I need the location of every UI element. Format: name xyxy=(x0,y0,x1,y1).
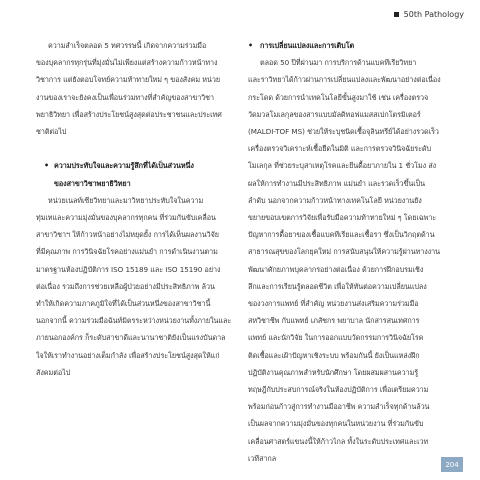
square-bullet-icon xyxy=(394,12,399,17)
right-para-line: ลึกและการเรียนรู้ตลอดชีวิต เพื่อให้ทันต่อความเปลี่ยนแปลง xyxy=(248,281,427,291)
page-footer xyxy=(0,450,480,480)
running-header xyxy=(394,10,464,19)
header-title: 50th Pathology xyxy=(403,10,464,19)
right-para-line: ทฤษฎีกับประสบการณ์จริงในห้องปฏิบัติการ เพื่อเตรียมความ xyxy=(248,385,429,395)
left-para2-line: ที่มีคุณภาพ การวินิจฉัยโรคอย่างแม่นยำ การดำเนินงานตาม xyxy=(36,247,218,257)
right-para-line: ปัญหาการดื้อยาของเชื้อแบคทีเรียและเชื้อรา ซึ่งเป็นวิกฤตด้าน xyxy=(248,230,435,240)
right-para-line: พร้อมก่อนก้าวสู่การทำงานมืออาชีพ ความสำเร็จทุกด้านล้วน xyxy=(248,402,430,412)
left-para2-line: นอกจากนี้ ความร่วมมือฉันท์มิตรระหว่างหน่วยงานทั้งภายในและ xyxy=(36,316,232,326)
left-column xyxy=(36,37,232,381)
right-para-line: และราวิทยาได้ก้าวผ่านการเปลี่ยนแปลงและพัฒนาอย่างต่อเนื่อง xyxy=(248,75,441,85)
right-para-line: เวทีสากล xyxy=(248,453,277,463)
right-para-line: ลำดับ นอกจากความก้าวหน้าทางเทคโนโลยี หน่วยงานยัง xyxy=(248,195,422,205)
left-para1-line: ชาติต่อไป xyxy=(36,127,67,137)
left-para1-line: ความสำเร็จตลอด 5 ทศวรรษนี้ เกิดจากความร่วมมือ xyxy=(48,41,207,50)
left-para2-line: หน่วยเนลท์เซียวิทยาและมาวิทยาประทับใจในความ xyxy=(48,195,204,205)
right-para-line: ของวงการแพทย์ ที่สำคัญ หน่วยงานส่งเสริมความร่วมมือ xyxy=(248,299,419,309)
right-para-line: เครื่องตรวจวิเคราะห์เชื้อยืดในมิติ และการตรวจวินิจฉัยระดับ xyxy=(248,144,432,154)
left-para2-line: มาตรฐานห้องปฏิบัติการ ISO 15189 และ ISO 15190 อย่าง xyxy=(36,264,221,274)
right-para-line: สหวิชาชีพ กับแพทย์ เภสัชกร พยาบาล นักสารสนเทศการ xyxy=(248,316,420,326)
heading-text: การเปลี่ยนแปลงและการเติบโต xyxy=(260,41,355,50)
left-para2-line: สังคมต่อไป xyxy=(36,367,71,377)
right-para-line: เป็นผลจากความมุ่งมั่นของทุกคนในหน่วยงาน ที่ร่วมกันขับ xyxy=(248,419,424,429)
heading-line: ความประทับใจและความรู้สึกที่ได้เป็นส่วนหนึ่ง xyxy=(54,161,194,171)
right-para-line: สาธารณสุขของโลกยุคใหม่ การสนับสนุนให้ความรู้ผ่านทางงาน xyxy=(248,247,441,257)
right-para-line: (MALDI-TOF MS) ช่วยให้ระบุชนิดเชื้อจุลินทรีย์ได้อย่างรวดเร็ว xyxy=(248,127,439,137)
right-para-line: เคลื่อนศาสตร์แขนงนี้ให้ก้าวไกล ทั้งในระดับประเทศและเวท xyxy=(248,436,429,446)
left-para2-line: ทำให้เกิดความภาคภูมิใจที่ได้เป็นส่วนหนึ่งของสาขาวิชานี้ xyxy=(36,299,211,309)
left-para2-line: ใจให้เราทำงานอย่างเต็มกำลัง เพื่อสร้างประโยชน์สูงสุดให้แก่ xyxy=(36,350,220,360)
left-para2-line: สาขาวิชาฯ ให้ก้าวหน้าอย่างไม่หยุดยั้ง การได้เห็นผลงานวิจัย xyxy=(36,230,219,240)
left-para2-line: ภายนอกองค์กร ก็ระดับสาขาดีและนานาชาติยังเป็นแรงบันดาล xyxy=(36,333,226,343)
right-para-line: ตลอด 50 ปีที่ผ่านมา การบริการด้านแบคทีเรียวิทยา xyxy=(260,58,417,68)
right-para-line: พัฒนาศักยภาพบุคลากรอย่างต่อเนื่อง ด้วยการฝึกอบรมเชิง xyxy=(248,264,424,274)
right-column xyxy=(248,37,454,467)
left-para2-line: ทุ่มเทและความมุ่งมั่นของบุคลากรทุกคน ที่ร่วมกันขับเคลื่อน xyxy=(36,213,216,223)
left-section-heading-cont: ของสาขาวิชาพยาธิวิทยา xyxy=(54,178,131,188)
right-section-heading: • การเปลี่ยนแปลงและการเติบโต xyxy=(248,41,355,50)
right-para-line: ขยายขอบเขตการวิจัยเพื่อรับมือความท้าทายใหม่ ๆ โดยเฉพาะ xyxy=(248,213,437,223)
right-para-line: วัดมวลโมเลกุลของสารแบบมัลดิทอฟแมสสเปกโตรมิเตอร์ xyxy=(248,109,421,119)
left-section-heading: • ความประทับใจและความรู้สึกที่ได้เป็นส่วนหนึ่ง xyxy=(44,161,194,171)
right-para-line: ผลให้การทำงานมีประสิทธิภาพ แม่นยำ และรวดเร็วขึ้นเป็น xyxy=(248,178,426,188)
right-para-line: กระโดด ด้วยการนำเทคโนโลยีขั้นสูงมาใช้ เช่น เครื่องตรวจ xyxy=(248,92,429,102)
left-para1-line: พยาธิวิทยา เพื่อสร้างประโยชน์สูงสุดต่อประชาชนและประเทศ xyxy=(36,109,222,119)
right-para-line: ติดเชื้อและเฝ้าปัญหาเชิงระบบ พร้อมกันนี้ ยังเป็นแหล่งฝึก xyxy=(248,350,420,360)
right-para-line: แพทย์ และนักวิจัย ในการออกแบบวัดกรรมการวินิจฉัยโรค xyxy=(248,333,424,343)
left-para1-line: งานของเราจะยังคงเป็นเพื่อนร่วมทางที่สำคัญของสาขาวิชา xyxy=(36,92,214,102)
right-para-line: ปฏิบัติงานคุณภาพสำหรับนักศึกษา โดยผสมผสานความรู้ xyxy=(248,367,419,377)
page-number-badge: 204 xyxy=(441,457,463,472)
left-para1-line: ของบุคลากรทุกรุ่นที่มุ่งมั่นไม่เพียงแต่สร้างความก้าวหน้าทาง xyxy=(36,58,218,68)
left-para2-line: ต่อเนื่อง รวมถึงการช่วยเหลือผู้ป่วยอย่างมีประสิทธิภาพ ล้วน xyxy=(36,281,215,291)
left-para1-line: วิชาการ แต่ยังตอบโจทย์ความท้าทายใหม่ ๆ ของสังคม หน่วย xyxy=(36,75,220,85)
right-para-line: โมเลกุล ที่ช่วยระบุสาเหตุโรคและยีนดื้อยาภายใน 1 ชั่วโมง ส่ง xyxy=(248,161,437,171)
